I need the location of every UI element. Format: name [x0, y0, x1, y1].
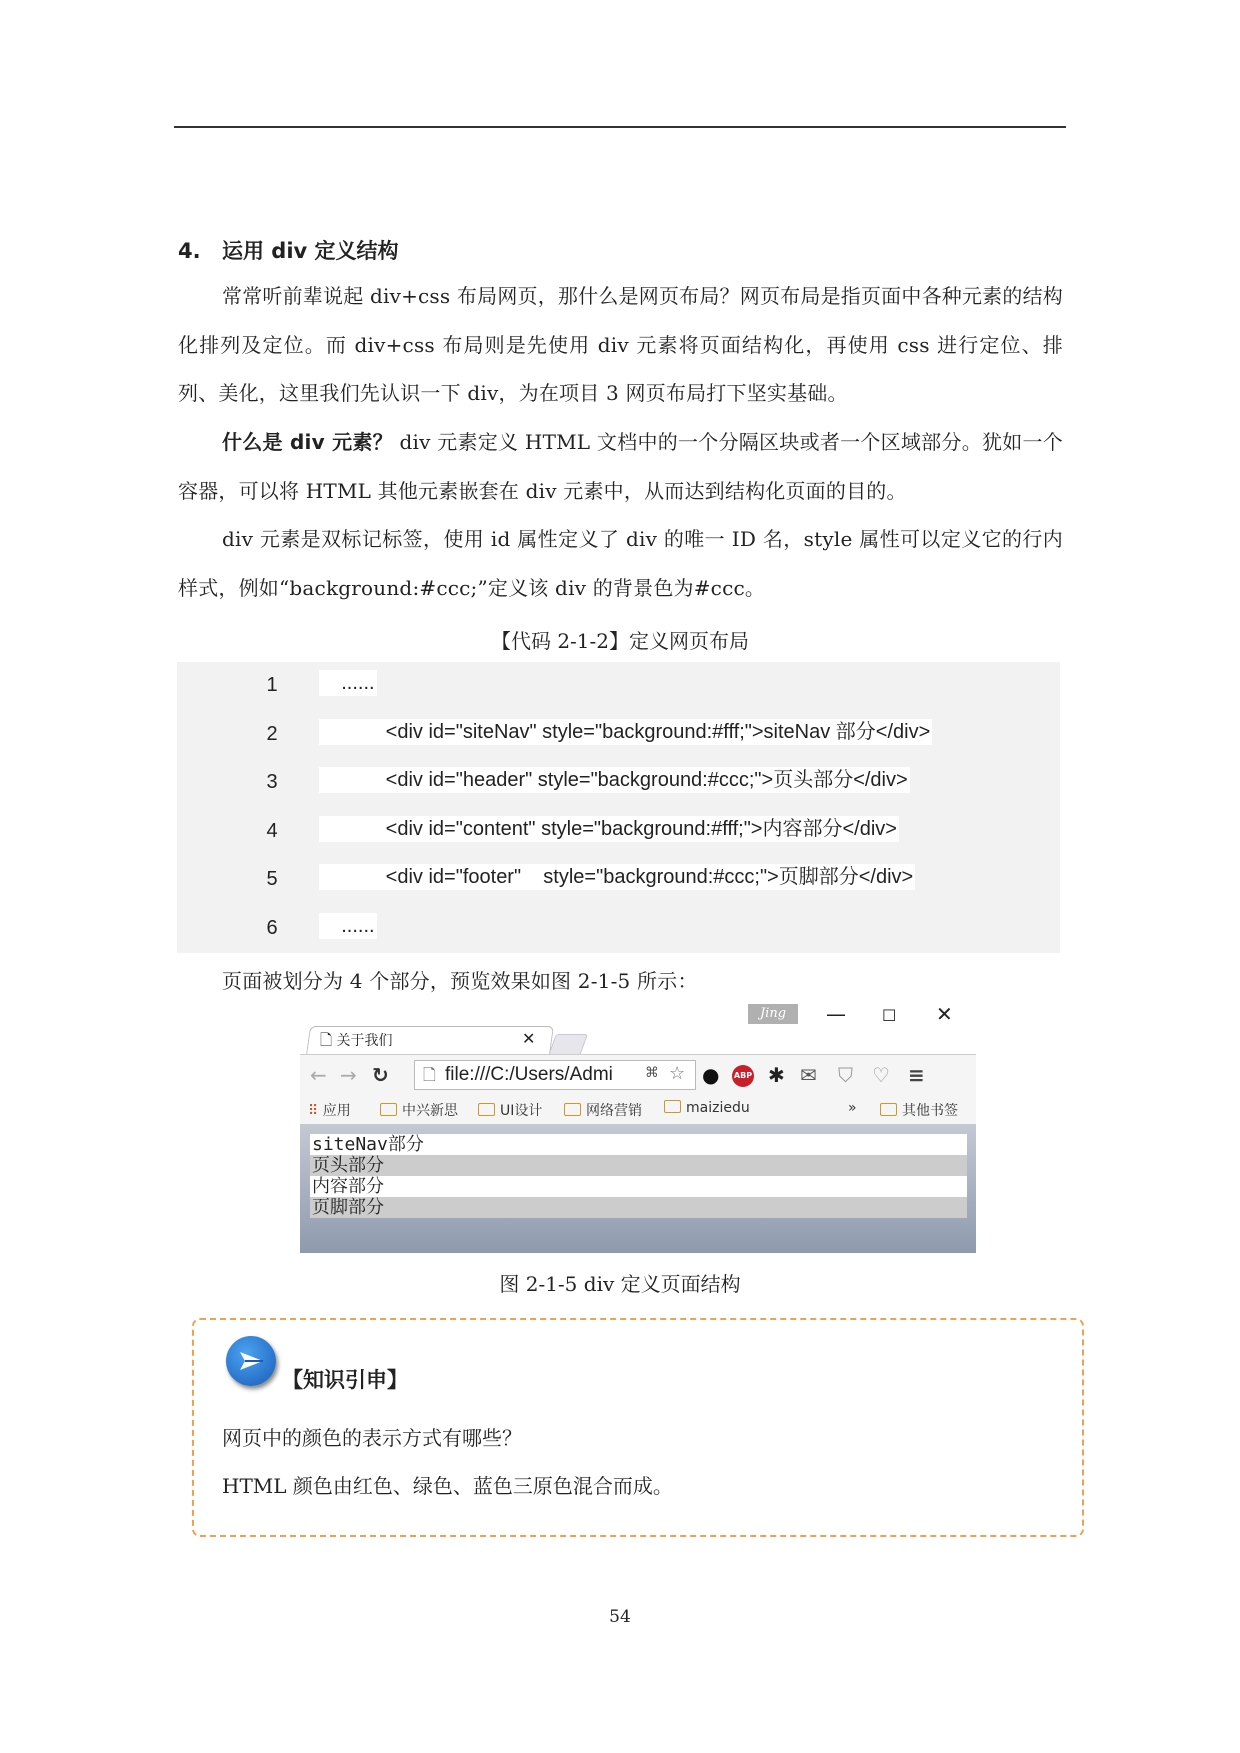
code-block: [177, 662, 1060, 953]
tab-title: 关于我们: [336, 1033, 393, 1049]
code-row: [177, 662, 1060, 711]
code-line-number: 4: [266, 819, 278, 842]
bookmark-item[interactable]: UI设计: [478, 1100, 542, 1120]
folder-icon: [380, 1103, 397, 1116]
preview-text: 页面被划分为 4 个部分，预览效果如图 2-1-5 所示：: [222, 969, 698, 993]
section-heading: [178, 235, 399, 265]
note-answer: HTML 颜色由红色、绿色、蓝色三原色混合而成。: [222, 1474, 673, 1498]
paper-plane-icon: [226, 1336, 276, 1386]
page-icon: 🗋: [320, 1031, 333, 1049]
code-row: [177, 759, 1060, 808]
code-row: [177, 808, 1060, 857]
figure-caption: 图 2-1-5 div 定义页面结构: [499, 1272, 741, 1296]
browser-viewport: [300, 1124, 976, 1253]
code-line-text: <div id="footer" style="background:#ccc;">页脚部分</div>: [319, 866, 914, 888]
translate-icon[interactable]: ⌘: [645, 1065, 659, 1081]
code-line-text: ......: [319, 672, 375, 694]
paragraph-2: [178, 418, 1063, 515]
bookmarks-overflow[interactable]: »: [848, 1100, 857, 1116]
url-text: file:///C:/Users/Admi: [445, 1064, 613, 1085]
page-number: 54: [609, 1607, 631, 1627]
section-number: 4.: [178, 239, 201, 263]
jing-badge: Jing: [748, 1004, 798, 1024]
browser-titlebar: [300, 998, 976, 1054]
menu-icon[interactable]: ≡: [908, 1063, 925, 1087]
tab-label: [320, 1030, 393, 1055]
shield-icon[interactable]: ⛉: [838, 1063, 853, 1087]
code-line-number: 3: [266, 771, 278, 793]
folder-icon: [564, 1103, 581, 1116]
code-line-text: <div id="siteNav" style="background:#fff;">siteNav 部分</div>: [319, 720, 931, 743]
back-icon[interactable]: ←: [310, 1063, 327, 1087]
header-rule: [174, 126, 1066, 128]
adblock-icon[interactable]: ABP: [732, 1065, 754, 1087]
header-div: 页头部分: [310, 1155, 967, 1176]
shield-check-icon[interactable]: ♡: [872, 1063, 890, 1087]
code-line-number: 6: [266, 916, 278, 939]
paragraph-3: div 元素是双标记标签，使用 id 属性定义了 div 的唯一 ID 名，style 属性可以定义它的行内样式，例如“background:#ccc;”定义该 div 的背景色为#ccc。: [178, 527, 1063, 600]
bookmark-other[interactable]: 其他书签: [880, 1100, 958, 1120]
paragraph-2-lead: 什么是 div 元素？: [222, 430, 393, 454]
tab-close-icon[interactable]: ✕: [522, 1029, 536, 1048]
browser-toolbar: [300, 1054, 976, 1095]
note-question: 网页中的颜色的表示方式有哪些？: [222, 1426, 522, 1450]
apps-grid-icon: ⠿: [308, 1103, 319, 1119]
gear-icon[interactable]: ✱: [768, 1063, 785, 1087]
address-bar[interactable]: [414, 1060, 696, 1090]
content-div: 内容部分: [310, 1176, 967, 1197]
paragraph-2-body: div 元素定义 HTML 文档中的一个分隔区块或者一个区域部分。犹如一个容器，可以将 HTML 其他元素嵌套在 div 元素中，从而达到结构化页面的目的。: [178, 430, 1063, 503]
paragraph-attributes: [178, 515, 1063, 612]
code-row: [177, 905, 1060, 954]
code-line-text: ......: [319, 914, 375, 937]
code-row: [177, 711, 1060, 760]
opera-icon[interactable]: ●: [702, 1063, 720, 1087]
forward-icon[interactable]: →: [340, 1063, 357, 1087]
reload-icon[interactable]: ↻: [372, 1063, 389, 1087]
bookmark-apps[interactable]: ⠿ 应用: [308, 1103, 351, 1119]
browser-screenshot: [300, 998, 976, 1253]
maximize-icon[interactable]: ☐: [882, 1006, 897, 1025]
bookmark-item[interactable]: 中兴新思: [380, 1100, 458, 1120]
minimize-icon[interactable]: —: [826, 1002, 846, 1026]
code-line-text: <div id="header" style="background:#ccc;">页头部分</div>: [319, 769, 908, 791]
close-window-icon[interactable]: ✕: [936, 1002, 953, 1026]
section-title: 运用 div 定义结构: [222, 239, 399, 263]
code-line-number: 2: [266, 722, 278, 745]
folder-icon: [478, 1103, 495, 1116]
new-tab-button[interactable]: [548, 1034, 588, 1056]
bookmark-item[interactable]: 网络营销: [564, 1100, 642, 1120]
code-line-number: 1: [266, 674, 278, 696]
paragraph-1: 常常听前辈说起 div+css 布局网页，那什么是网页布局？网页布局是指页面中各种元素的结构化排列及定位。而 div+css 布局则是先使用 div 元素将页面结构化，再使用 css 进行定位、排列、美化，这里我们先认识一下 div，为在项目 3 网页布局打下坚实基础。: [178, 284, 1063, 405]
bookmarks-bar: [300, 1094, 976, 1125]
code-line-text: <div id="content" style="background:#fff;">内容部分</div>: [319, 817, 897, 840]
note-title: 【知识引申】: [282, 1368, 408, 1392]
code-caption: 【代码 2-1-2】定义网页布局: [490, 629, 750, 653]
paragraph-definition: [178, 418, 1063, 515]
folder-icon: [880, 1103, 897, 1116]
code-line-number: 5: [266, 868, 278, 890]
paragraph-intro: [178, 272, 1063, 418]
star-icon[interactable]: ☆: [669, 1063, 686, 1084]
folder-icon: [664, 1100, 681, 1113]
footer-div: 页脚部分: [310, 1197, 967, 1218]
code-row: [177, 856, 1060, 905]
mail-icon[interactable]: ✉: [800, 1063, 817, 1087]
sitenav-div: siteNav部分: [310, 1134, 967, 1155]
knowledge-note: [192, 1318, 1084, 1537]
file-icon: 🗋: [423, 1065, 436, 1084]
bookmark-item[interactable]: maiziedu: [664, 1100, 750, 1116]
